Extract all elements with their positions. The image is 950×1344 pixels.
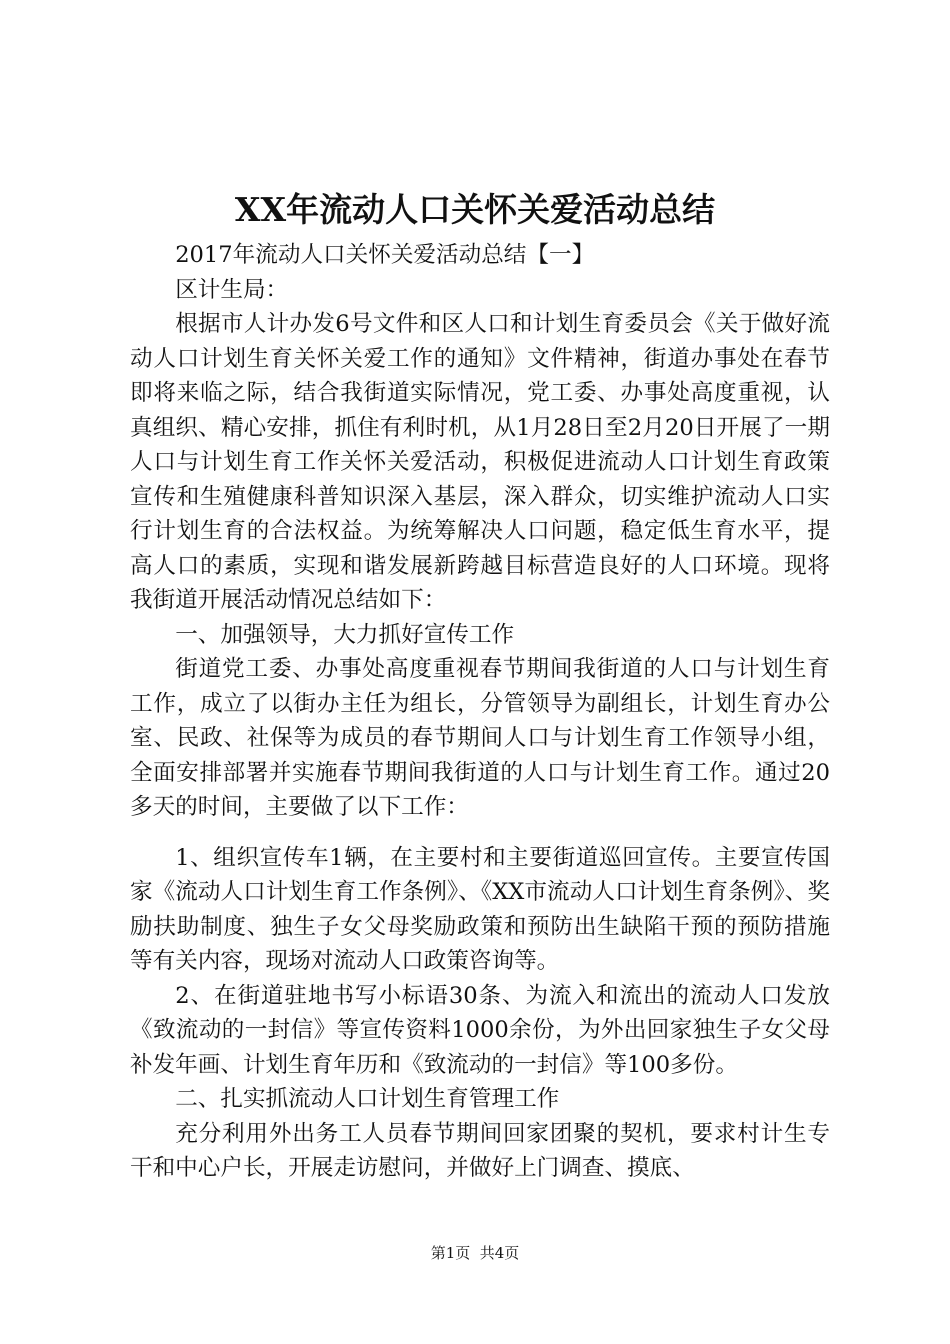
document-body xyxy=(130,238,830,1186)
paragraph-salutation: 区计生局： xyxy=(175,276,289,303)
section-heading-2: 二、扎实抓流动人口计划生育管理工作 xyxy=(175,1086,560,1112)
paragraph-section-1: 街道党工委、办事处高度重视春节期间我街道的人口与计划生育工作，成立了以街办主任为组长，分管领导为副组长，计划生育办公室、民政、社保等为成员的春节期间人口与计划生育工作领导小组，全面安排部署并实施春节期间我街道的人口与计划生育工作。通过20多天的时间，主要做了以下工作： xyxy=(130,656,830,820)
page-number: 第1页 共4页 xyxy=(430,1244,520,1262)
paragraph-item-2: 2、在街道驻地书写小标语30条、为流入和流出的流动人口发放《致流动的一封信》等宣传资料1000余份，为外出回家独生子女父母补发年画、计划生育年历和《致流动的一封信》等100多份。 xyxy=(130,982,830,1078)
paragraph-item-1: 1、组织宣传车1辆，在主要村和主要街道巡回宣传。主要宣传国家《流动人口计划生育工作条例》、《XX市流动人口计划生育条例》、奖励扶助制度、独生子女父母奖励政策和预防出生缺陷干预的预防措施等有关内容，现场对流动人口政策咨询等。 xyxy=(130,844,830,974)
paragraph-intro: 根据市人计办发6号文件和区人口和计划生育委员会《关于做好流动人口计划生育关怀关爱工作的通知》文件精神，街道办事处在春节即将来临之际，结合我街道实际情况，党工委、办事处高度重视，认真组织、精心安排，抓住有利时机，从1月28日至2月20日开展了一期人口与计划生育工作关怀关爱活动，积极促进流动人口计划生育政策宣传和生殖健康科普知识深入基层，深入群众，切实维护流动人口实行计划生育的合法权益。为统筹解决人口问题，稳定低生育水平，提高人口的素质，实现和谐发展新跨越目标营造良好的人口环境。现将我街道开展活动情况总结如下： xyxy=(130,311,830,613)
section-heading-1: 一、加强领导，大力抓好宣传工作 xyxy=(175,621,515,648)
paragraph-section-2: 充分利用外出务工人员春节期间回家团聚的契机，要求村计生专干和中心户长，开展走访慰问，并做好上门调查、摸底、 xyxy=(130,1120,830,1181)
document-title: XX年流动人口关怀关爱活动总结 xyxy=(234,190,716,229)
paragraph-subtitle: 2017年流动人口关怀关爱活动总结【一】 xyxy=(175,242,595,268)
